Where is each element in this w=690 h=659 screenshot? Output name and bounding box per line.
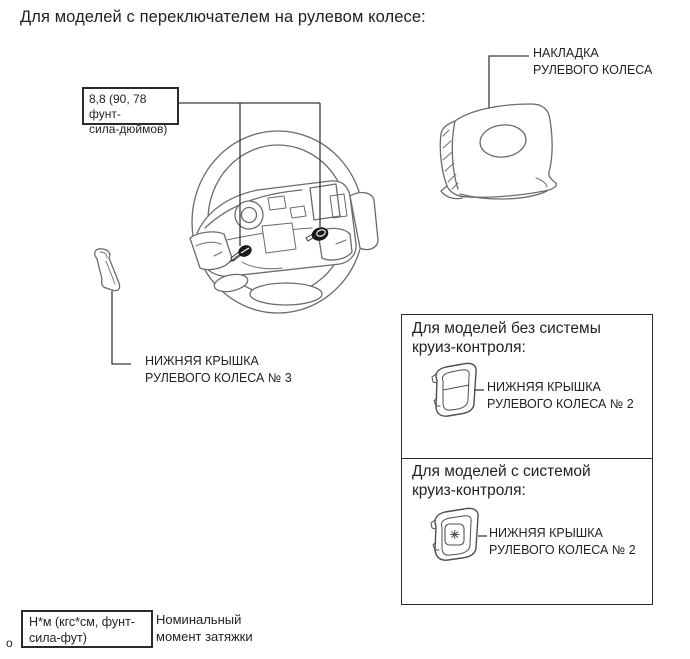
lower-cover-3-label-line2: РУЛЕВОГО КОЛЕСА № 3: [145, 370, 292, 385]
lower-cover-2-label-line2: РУЛЕВОГО КОЛЕСА № 2: [487, 396, 634, 411]
section-no-cruise-title-line2: круиз-контроля:: [412, 339, 526, 356]
lower-cover-2-cruise-label: [489, 525, 636, 558]
torque-unit-description: [156, 611, 253, 645]
torque-unit-description-line1: Номинальный: [156, 612, 242, 627]
section-no-cruise-title: [412, 319, 601, 357]
torque-spec-line2: сила-дюймов): [89, 122, 168, 136]
torque-unit-line1: Н*м (кгс*см, фунт-: [29, 615, 135, 629]
horn-pad-label-line1: НАКЛАДКА: [533, 46, 599, 60]
torque-unit-legend-box: [21, 610, 153, 648]
torque-unit-description-line2: момент затяжки: [156, 629, 253, 644]
lower-cover-3-label-line1: НИЖНЯЯ КРЫШКА: [145, 354, 259, 368]
lower-cover-2-cruise-label-line2: РУЛЕВОГО КОЛЕСА № 2: [489, 542, 636, 557]
corner-mark: o: [6, 636, 13, 650]
section-no-cruise-title-line1: Для моделей без системы: [412, 320, 601, 337]
section-with-cruise-title: [412, 462, 591, 500]
section-with-cruise-title-line2: круиз-контроля:: [412, 482, 526, 499]
lower-cover-2-cruise-label-line1: НИЖНЯЯ КРЫШКА: [489, 526, 603, 540]
section-divider: [402, 458, 652, 459]
cruise-control-variants-box: [401, 314, 653, 605]
torque-spec-line1: 8,8 (90, 78 фунт-: [89, 92, 147, 121]
horn-pad-label: [533, 45, 652, 78]
lower-cover-2-label: [487, 379, 634, 412]
horn-pad-label-line2: РУЛЕВОГО КОЛЕСА: [533, 62, 653, 77]
page-title: Для моделей с переключателем на рулевом колесе:: [20, 8, 426, 26]
section-with-cruise-title-line1: Для моделей с системой: [412, 463, 591, 480]
lower-cover-3-illustration: [95, 249, 120, 291]
lower-cover-2-label-line1: НИЖНЯЯ КРЫШКА: [487, 380, 601, 394]
horn-pad-illustration: [440, 104, 556, 199]
torque-unit-line2: сила-фут): [29, 631, 87, 645]
torque-spec-callout: [82, 87, 179, 136]
lower-cover-3-label: [145, 353, 292, 386]
steering-wheel-illustration: [190, 131, 378, 313]
